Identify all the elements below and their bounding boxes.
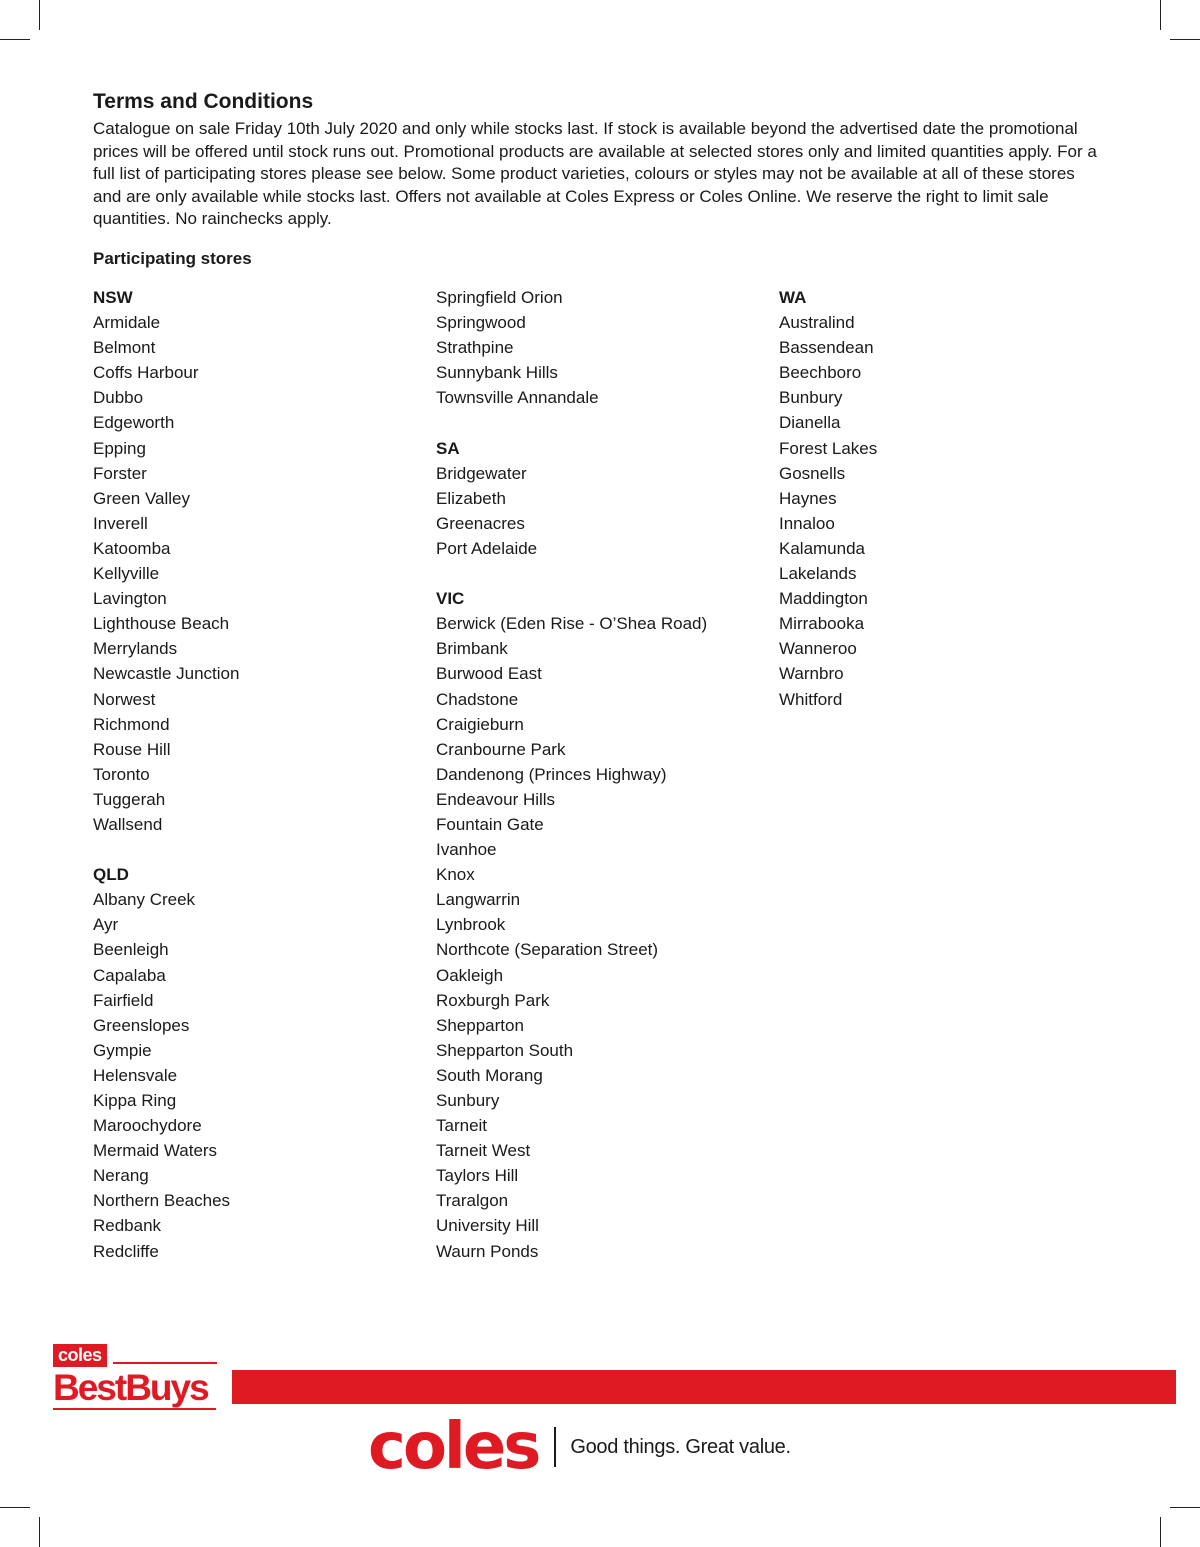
store-list-item: Kippa Ring bbox=[93, 1091, 177, 1110]
store-list-item: Merrylands bbox=[93, 639, 178, 659]
store-list-item: Berwick (Eden Rise - O’Shea Road) bbox=[436, 614, 708, 634]
store-list-item: Coffs Harbour bbox=[93, 363, 199, 383]
store-list-item: Innaloo bbox=[779, 513, 835, 533]
store-list-item: Nerang bbox=[93, 1166, 149, 1186]
terms-section bbox=[93, 88, 1103, 1261]
store-list-item: Epping bbox=[93, 438, 146, 458]
store-list-item: Armidale bbox=[93, 313, 161, 333]
participating-stores-heading: Participating stores bbox=[93, 249, 252, 268]
store-column-1 bbox=[93, 285, 423, 1264]
store-list-item: Bridgewater bbox=[436, 463, 527, 483]
store-list-item: Bassendean bbox=[779, 338, 874, 358]
store-list-item: Green Valley bbox=[93, 488, 191, 508]
store-list-item: Inverell bbox=[93, 513, 148, 533]
store-list-item: Oakleigh bbox=[436, 965, 504, 985]
store-list-item: Kellyville bbox=[93, 564, 160, 584]
store-list-item: Ivanhoe bbox=[436, 840, 497, 860]
store-list-item: Bunbury bbox=[779, 388, 843, 408]
store-list-item: Langwarrin bbox=[436, 890, 521, 910]
coles-bestbuys-logo bbox=[53, 1344, 218, 1410]
store-list-item: Forest Lakes bbox=[779, 438, 878, 458]
crop-mark bbox=[1160, 1517, 1161, 1547]
store-column-3 bbox=[779, 285, 1109, 712]
store-list-item: Dubbo bbox=[93, 388, 144, 408]
store-list-item: Waurn Ponds bbox=[436, 1241, 539, 1261]
store-list-item: Strathpine bbox=[436, 338, 514, 358]
store-list-item: Dandenong (Princes Highway) bbox=[436, 764, 667, 784]
store-list-item: Edgeworth bbox=[93, 413, 175, 433]
store-list-item: Roxburgh Park bbox=[436, 990, 550, 1010]
store-list-item: Richmond bbox=[93, 714, 170, 734]
store-list-item: Albany Creek bbox=[93, 890, 196, 910]
store-list-item: Gosnells bbox=[779, 463, 846, 483]
state-heading: VIC bbox=[436, 589, 465, 609]
store-list-item: Burwood East bbox=[436, 664, 542, 684]
store-list-item: Warnbro bbox=[779, 664, 844, 684]
store-list-item: Katoomba bbox=[93, 538, 171, 558]
page-title: Terms and Conditions bbox=[93, 90, 314, 113]
store-list-item: Brimbank bbox=[436, 639, 508, 659]
store-list-item: Lavington bbox=[93, 589, 167, 609]
list-gap bbox=[93, 837, 423, 862]
store-list-item: Kalamunda bbox=[779, 538, 866, 558]
state-heading: WA bbox=[779, 288, 807, 307]
logo-rule bbox=[113, 1362, 217, 1364]
coles-brand-lockup bbox=[368, 1410, 791, 1484]
store-list-item: University Hill bbox=[436, 1216, 539, 1236]
store-list-item: Beechboro bbox=[779, 363, 862, 383]
crop-mark bbox=[1170, 1507, 1200, 1508]
crop-mark bbox=[1160, 0, 1161, 30]
store-list-item: Lighthouse Beach bbox=[93, 614, 230, 634]
store-list-item: South Morang bbox=[436, 1065, 543, 1085]
store-list-item: Sunbury bbox=[436, 1091, 500, 1110]
store-list-item: Wallsend bbox=[93, 814, 163, 834]
store-list-item: Helensvale bbox=[93, 1065, 178, 1085]
store-list-item: Tuggerah bbox=[93, 789, 166, 809]
store-list-item: Maddington bbox=[779, 589, 868, 609]
store-list-item: Newcastle Junction bbox=[93, 664, 240, 684]
store-list-item: Sunnybank Hills bbox=[436, 363, 558, 383]
store-list-item: Forster bbox=[93, 463, 147, 483]
store-list-item: Beenleigh bbox=[93, 940, 169, 960]
store-list-item: Springwood bbox=[436, 313, 526, 333]
state-heading: SA bbox=[436, 438, 460, 458]
store-list-item: Chadstone bbox=[436, 689, 519, 709]
store-list-item: Northern Beaches bbox=[93, 1191, 231, 1211]
state-heading: NSW bbox=[93, 288, 133, 307]
store-list-item: Endeavour Hills bbox=[436, 789, 556, 809]
store-list-item: Shepparton bbox=[436, 1015, 524, 1035]
state-heading: QLD bbox=[93, 865, 129, 885]
store-list-item: Mermaid Waters bbox=[93, 1141, 218, 1161]
crop-mark bbox=[1170, 39, 1200, 40]
store-list-item: Capalaba bbox=[93, 965, 166, 985]
store-list-item: Rouse Hill bbox=[93, 739, 171, 759]
store-list-item: Northcote (Separation Street) bbox=[436, 940, 659, 960]
store-list-item: Cranbourne Park bbox=[436, 739, 566, 759]
store-list-item: Redcliffe bbox=[93, 1241, 159, 1261]
store-list-item: Dianella bbox=[779, 413, 841, 433]
store-list-item: Whitford bbox=[779, 689, 843, 709]
bestbuys-wordmark: BestBuys bbox=[53, 1367, 208, 1408]
store-list-item: Lakelands bbox=[779, 564, 857, 584]
store-column-2 bbox=[436, 285, 766, 1264]
store-list-item: Elizabeth bbox=[436, 488, 506, 508]
store-list-item: Australind bbox=[779, 313, 855, 333]
crop-mark bbox=[39, 1517, 40, 1547]
store-list-item: Maroochydore bbox=[93, 1116, 202, 1136]
logo-underline bbox=[53, 1408, 216, 1410]
crop-mark bbox=[39, 0, 40, 30]
store-list-item: Fairfield bbox=[93, 990, 154, 1010]
store-list-item: Toronto bbox=[93, 764, 150, 784]
list-gap bbox=[436, 410, 766, 435]
store-list-item: Mirrabooka bbox=[779, 614, 865, 634]
store-list-item: Port Adelaide bbox=[436, 538, 538, 558]
store-list-item: Lynbrook bbox=[436, 915, 506, 935]
store-list-item: Tarneit bbox=[436, 1116, 488, 1136]
brand-divider bbox=[554, 1427, 556, 1467]
terms-paragraph: Catalogue on sale Friday 10th July 2020 and only while stocks last. If stock is available beyond the advertised date the promotional prices will be offered until stock runs out. Promotional products are available at selected stores only and limited quantities apply. For a full list of participating stores please see below. Some product varieties, colours or styles may not be available at all of these stores and are only available while stocks last. Offers not available at Coles Express or Coles Online. We reserve the right to limit sale quantities. No rainchecks apply. bbox=[93, 119, 1097, 229]
store-list-item: Fountain Gate bbox=[436, 814, 544, 834]
store-list-item: Shepparton South bbox=[436, 1040, 574, 1060]
store-list-item: Redbank bbox=[93, 1216, 162, 1236]
store-list-item: Tarneit West bbox=[436, 1141, 531, 1161]
store-list-item: Taylors Hill bbox=[436, 1166, 519, 1186]
store-list-item: Gympie bbox=[93, 1040, 152, 1060]
brand-tagline: Good things. Great value. bbox=[570, 1435, 791, 1458]
store-list-item: Townsville Annandale bbox=[436, 388, 599, 408]
coles-logo: coles bbox=[368, 1410, 539, 1484]
store-list-item: Greenslopes bbox=[93, 1015, 190, 1035]
footer-red-bar bbox=[232, 1370, 1176, 1404]
store-list-item: Greenacres bbox=[436, 513, 525, 533]
store-list-item: Haynes bbox=[779, 488, 837, 508]
store-list-item: Ayr bbox=[93, 915, 119, 935]
crop-mark bbox=[0, 1507, 30, 1508]
crop-mark bbox=[0, 39, 30, 40]
store-list-item: Norwest bbox=[93, 689, 156, 709]
store-list-item: Knox bbox=[436, 865, 475, 885]
store-list-item: Springfield Orion bbox=[436, 288, 563, 307]
store-list-item: Craigieburn bbox=[436, 714, 524, 734]
store-list-item: Traralgon bbox=[436, 1191, 509, 1211]
store-list-item: Belmont bbox=[93, 338, 156, 358]
list-gap bbox=[436, 561, 766, 586]
coles-tag-logo: coles bbox=[53, 1344, 107, 1367]
store-list-item: Wanneroo bbox=[779, 639, 857, 659]
